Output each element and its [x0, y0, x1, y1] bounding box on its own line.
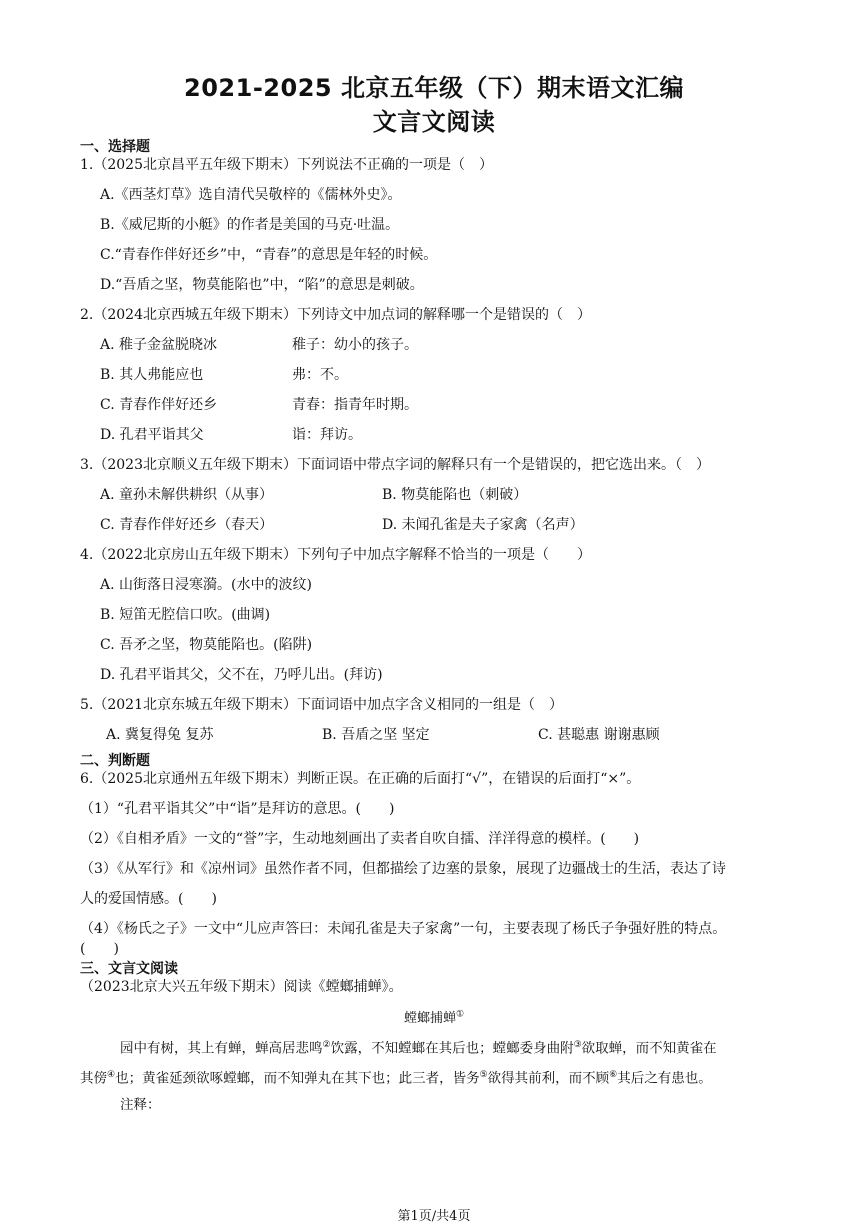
footnote-marker: ③ — [573, 1040, 582, 1050]
passage-text: 园中有树，其上有蝉，蝉高居悲鸣 — [120, 1040, 323, 1057]
footnote-marker: ⑥ — [609, 1070, 618, 1080]
q4-option-d: D. 孔君平诣其父，父不在，乃呼儿出。(拜访) — [100, 667, 383, 683]
q6-stem: 6.（2025北京通州五年级下期末）判断正误。在正确的后面打“√”，在错误的后面打“×”。 — [80, 771, 641, 787]
q6-item-3-line1: （3）《从军行》和《凉州词》虽然作者不同，但都描绘了边塞的景象，展现了边疆战士的生活，表达了诗 — [80, 861, 726, 877]
q1-option-c: C.“青春作伴好还乡”中，“青春”的意思是年轻的时候。 — [100, 247, 438, 263]
footnote-marker: ① — [455, 1009, 465, 1020]
q2-option-c-text: C. 青春作伴好还乡 — [100, 397, 218, 413]
q4-option-b: B. 短笛无腔信口吹。(曲调) — [100, 607, 271, 623]
passage-text: 其后之有患也。 — [617, 1070, 712, 1087]
q4-option-c: C. 吾矛之坚，物莫能陷也。(陷阱) — [100, 637, 313, 653]
footnote-marker: ② — [322, 1040, 331, 1050]
page-footer: 第1页/共4页 — [397, 1209, 471, 1224]
q3-option-d: D. 未闻孔雀是夫子家禽（名声） — [382, 517, 584, 533]
passage-text: 其傍 — [80, 1070, 107, 1087]
q1-option-b: B.《威尼斯的小艇》的作者是美国的马克·吐温。 — [100, 217, 400, 233]
q5-option-b: B. 吾盾之坚 坚定 — [322, 727, 430, 743]
q1-stem: 1.（2025北京昌平五年级下期末）下列说法不正确的一项是（ ） — [80, 157, 493, 173]
q2-stem: 2.（2024北京西城五年级下期末）下列诗文中加点词的解释哪一个是错误的（ ） — [80, 307, 591, 323]
passage-line-1 — [120, 1036, 717, 1058]
q2-option-b-text: B. 其人弗能应也 — [100, 367, 204, 383]
q4-stem: 4.（2022北京房山五年级下期末）下列句子中加点字解释不恰当的一项是（ ） — [80, 547, 591, 563]
document-subtitle: 文言文阅读 — [372, 108, 496, 136]
q7-stem: （2023北京大兴五年级下期末）阅读《螳螂捕蝉》。 — [80, 979, 403, 995]
passage-text: 也；黄雀延颈欲啄螳螂，而不知弹丸在其下也；此三者，皆务 — [115, 1070, 480, 1087]
passage-line-2 — [80, 1066, 712, 1088]
section-heading-choice: 一、选择题 — [80, 139, 150, 155]
passage-text: 欲取蝉，而不知黄雀在 — [581, 1040, 717, 1057]
q2-option-a-gloss: 稚子：幼小的孩子。 — [292, 337, 418, 353]
q2-option-a-text: A. 稚子金盆脱晓冰 — [100, 337, 218, 353]
q6-item-4-line2: ( ) — [80, 941, 119, 957]
passage-title — [0, 1007, 868, 1026]
q1-option-a: A.《西茎灯草》选自清代吴敬梓的《儒林外史》。 — [100, 187, 402, 203]
q2-option-d-text: D. 孔君平诣其父 — [100, 427, 204, 443]
q5-option-c: C. 甚聪惠 谢谢惠顾 — [538, 727, 660, 743]
passage-text: 欲得其前利，而不顾 — [487, 1070, 610, 1087]
q4-option-a: A. 山街落日浸寒漪。(水中的波纹) — [100, 577, 312, 593]
document-title: 2021-2025 北京五年级（下）期末语文汇编 — [184, 74, 684, 102]
q6-item-4-line1: （4）《杨氏之子》一文中“儿应声答曰：未闻孔雀是夫子家禽”一句，主要表现了杨氏子争强好胜的特点。 — [80, 921, 727, 937]
q6-item-2: （2）《自相矛盾》一文的“誉”字，生动地刻画出了卖者自吹自擂、洋洋得意的模样。( ) — [80, 831, 640, 847]
q2-option-c-gloss: 青春：指青年时期。 — [292, 397, 418, 413]
passage-text: 饮露，不知螳螂在其后也；螳螂委身曲附 — [330, 1040, 574, 1057]
q5-stem: 5.（2021北京东城五年级下期末）下面词语中加点字含义相同的一组是（ ） — [80, 697, 563, 713]
section-heading-classical: 三、文言文阅读 — [80, 961, 178, 977]
footnote-marker: ④ — [107, 1070, 116, 1080]
footnote-marker: ⑤ — [479, 1070, 488, 1080]
q6-item-3-line2: 人的爱国情感。( ) — [80, 891, 217, 907]
section-heading-judge: 二、判断题 — [80, 753, 150, 769]
notes-label: 注释： — [120, 1097, 161, 1113]
q6-item-1: （1）“孔君平诣其父”中“诣”是拜访的意思。( ) — [80, 801, 395, 817]
passage-title-text: 螳螂捕蝉 — [403, 1011, 456, 1026]
q3-option-b: B. 物莫能陷也（刺破） — [382, 487, 528, 503]
q1-option-d: D.“吾盾之坚，物莫能陷也”中，“陷”的意思是刺破。 — [100, 277, 424, 293]
q3-stem: 3.（2023北京顺义五年级下期末）下面词语中带点字词的解释只有一个是错误的，把它选出来。（ ） — [80, 457, 710, 473]
q3-option-a: A. 童孙未解供耕织（从事） — [100, 487, 274, 503]
q3-option-c: C. 青春作伴好还乡（春天） — [100, 517, 274, 533]
q2-option-d-gloss: 诣：拜访。 — [292, 427, 362, 443]
q2-option-b-gloss: 弗：不。 — [292, 367, 348, 383]
q5-option-a: A. 冀复得兔 复苏 — [106, 727, 214, 743]
